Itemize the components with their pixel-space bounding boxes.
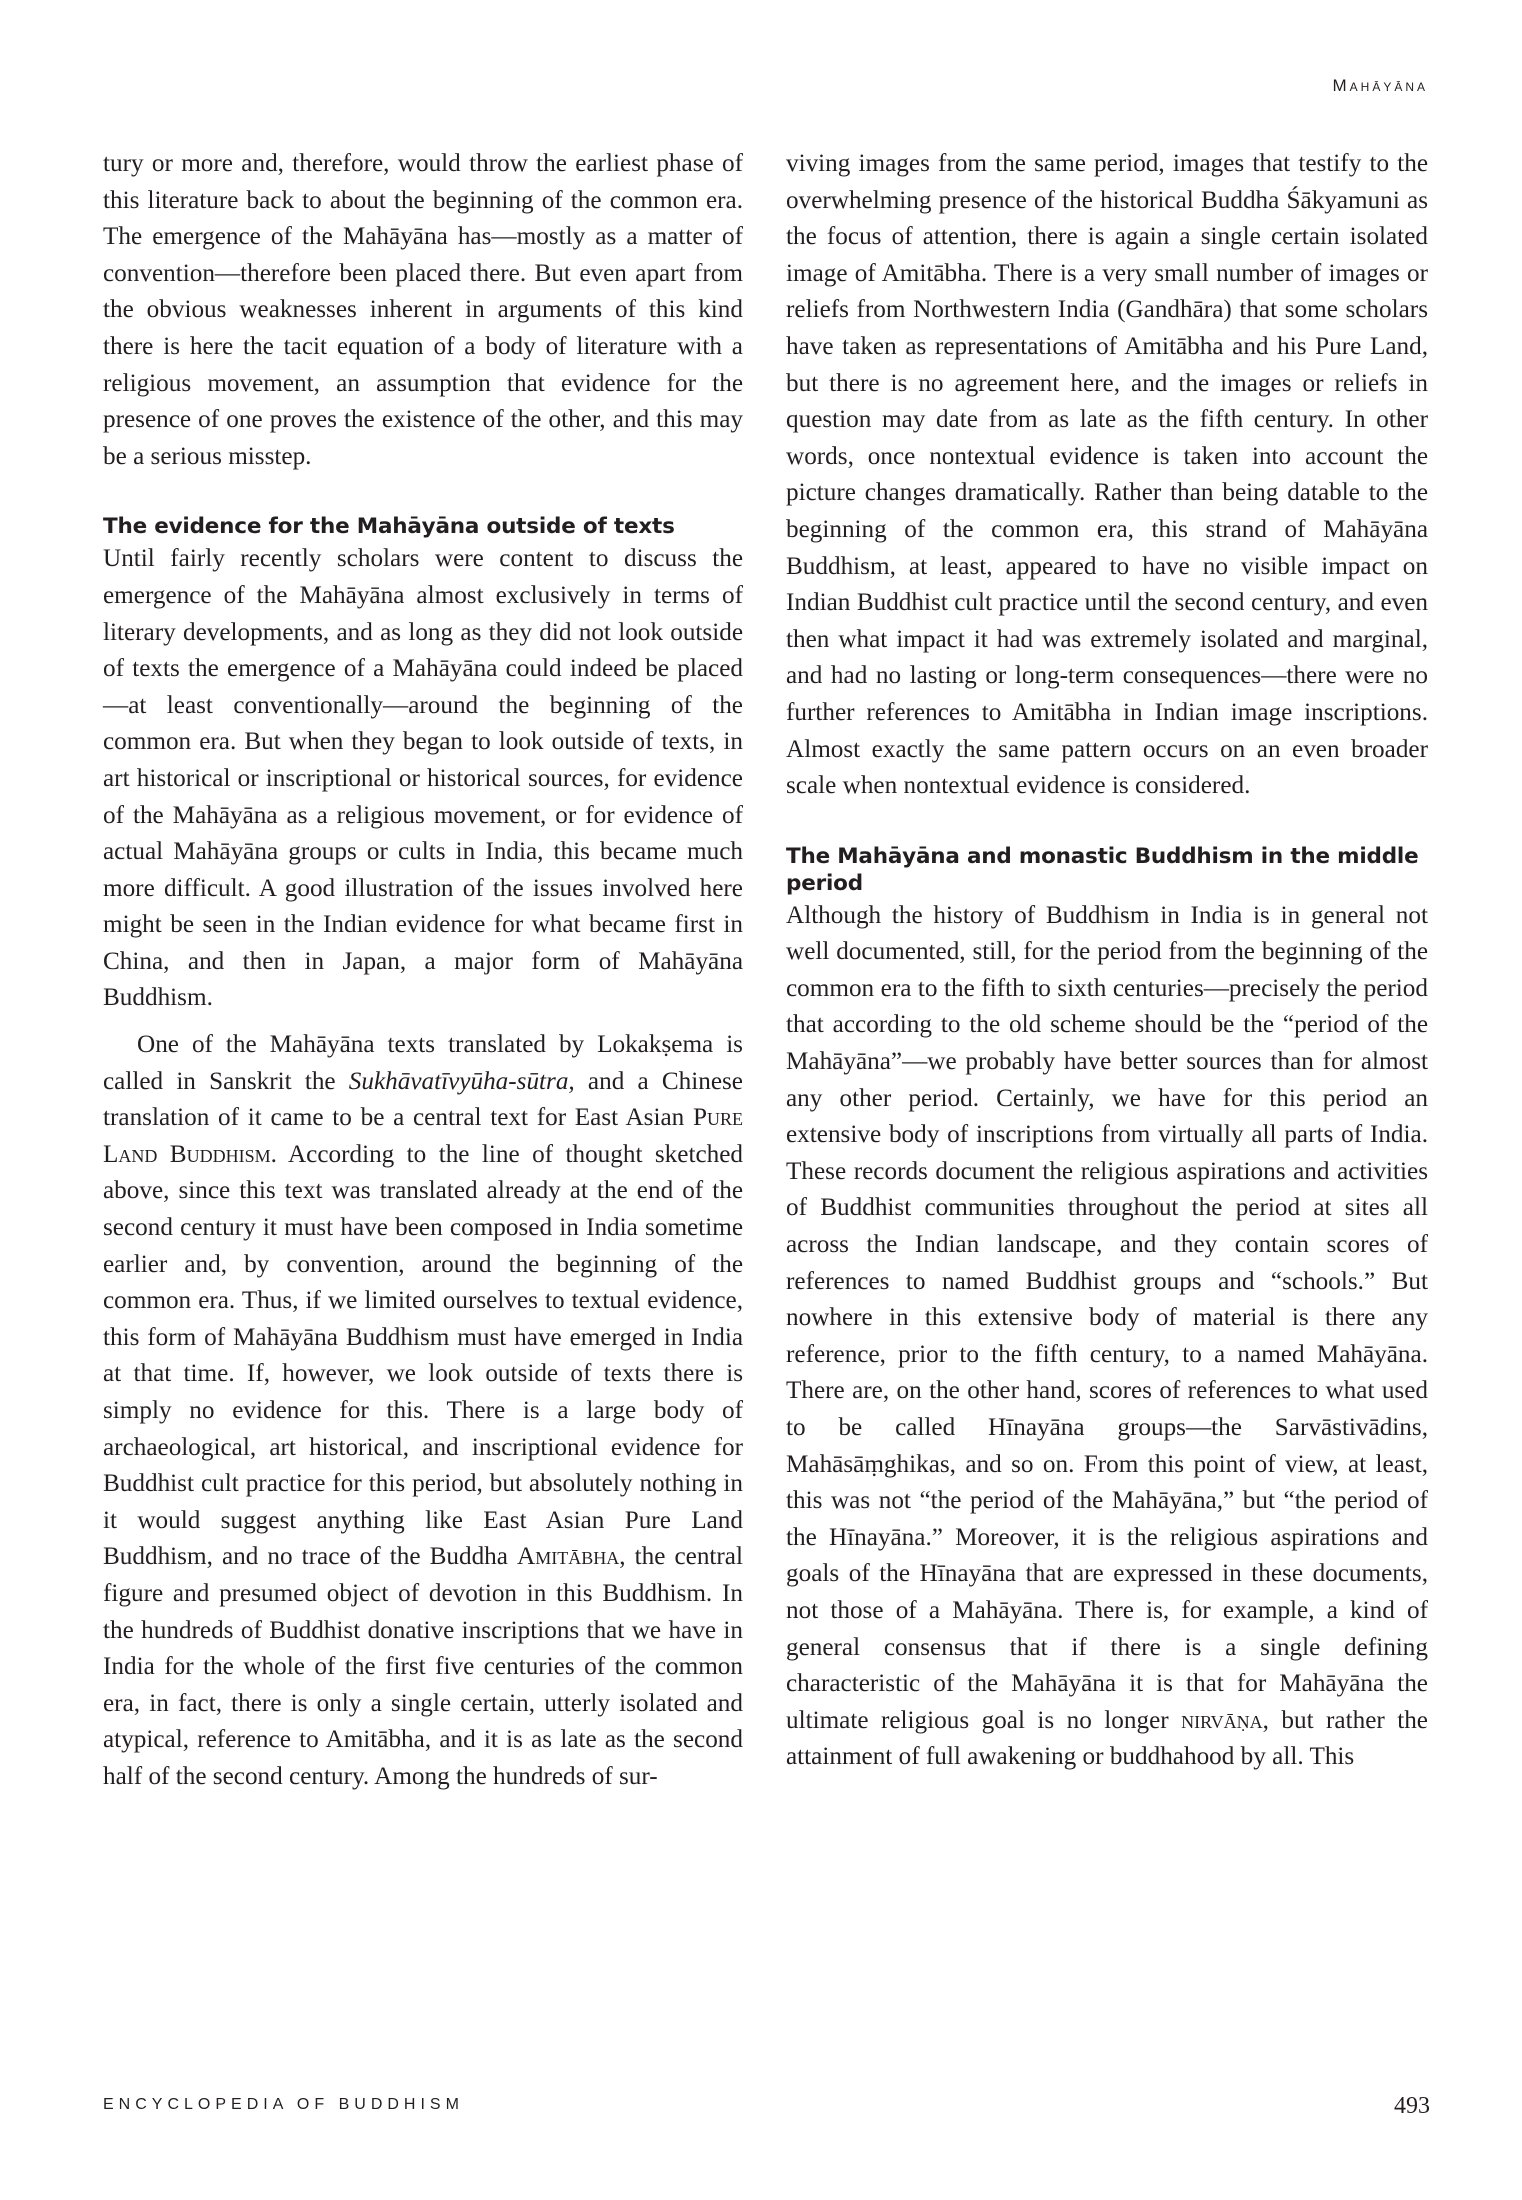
section-gap [103,475,743,513]
section-heading: The Mahāyāna and monastic Buddhism in the middle period [786,843,1419,896]
paragraph: tury or more and, therefore, would throw the earliest phase of this literature back to about the beginning of the common era. The emergence of the Mahāyāna has—mostly as a matter of convention—therefore been placed there. But even apart from the obvious weaknesses inherent in arguments of this kind there is here the tacit equation of a body of literature with a religious movement, an assumption that evidence for the presence of one proves the existence of the other, and this may be a serious misstep. [103,150,743,470]
running-head: Mahāyāna [1332,76,1428,95]
text-run: and a Chinese translation of it came to be a central text for East Asian [103,1067,743,1132]
text-run: Although the history of Buddhism in India is in general not well documented, still, for the period from the beginning of the common era to the fifth to sixth centuries—precisely the period that according to the old scheme should be the “period of the Mahāyāna”—we probably have better sources than for almost any other period. Certainly, we have for this period an extensive body of inscriptions from virtually all parts of India. These records document the religious aspirations and activities of Buddhist communities throughout the period at sites all across the Indian landscape, and they contain scores of references to named Buddhist groups and “schools.” But nowhere in this extensive body of material is there any reference, prior to the fifth century, to a named Mahāyāna. There are, on the other hand, scores of references to what used to be called Hīnayāna groups—the Sarvāstivādins, Mahāsāṃghikas, and so on. From this point of view, at least, this was not “the period of the Mahāyāna,” but “the period of the Hīnayāna.” Moreover, it is the religious aspirations and goals of the Hīnayāna that are expressed in these documents, not those of a Mahāyāna. There is, for example, a kind of general consensus that if there is a single defining characteristic of the Mahāyāna it is that for Mahāyāna the ultimate religious goal is no longer [786,901,1428,1734]
text-run: One of the Mahāyāna texts translated by Lokakṣema is called in Sanskrit the [103,1031,743,1095]
section-heading: The evidence for the Mahāyāna outside of texts [103,514,675,540]
paragraph [103,1027,743,1795]
page-number: 493 [1394,2093,1430,2119]
right-column [786,146,1428,1776]
paragraph: Until fairly recently scholars were content to discuss the emergence of the Mahāyāna almost exclusively in terms of literary developments, and as long as they did not look outside of texts the emergence of a Mahāyāna could indeed be placed—at least conventionally—around the beginning of the common era. But when they began to look outside of texts, in art historical or inscriptional or historical sources, for evidence of the Mahāyāna as a religious movement, or for evidence of actual Mahāyāna groups or cults in India, this became much more difficult. A good illustration of the issues involved here might be seen in the Indian evidence for what became first in China, and then in Japan, a major form of Mahāyāna Buddhism. [103,545,743,1012]
cross-reference-link[interactable]: nirvāṇa [1181,1706,1263,1734]
cross-reference-link[interactable]: Amitābha [517,1543,620,1571]
paragraph [786,898,1428,1776]
text-run: . According to the line of thought sketched above, since this text was translated already at the end of the second century it must have been composed in India sometime earlier and, by convention, around the beginning of the common era. Thus, if we limited ourselves to textual evidence, this form of Mahāyāna Buddhism must have emerged in India at that time. If, however, we look outside of texts there is simply no evidence for this. There is a large body of archaeological, art historical, and inscriptional evidence for Buddhist cult practice for this period, but absolutely nothing in it would suggest anything like East Asian Pure Land Buddhism, and no trace of the Buddha [103,1140,743,1571]
text-title-italic: Sukhāvatīvyūha-sūtra, [348,1067,575,1095]
left-column [103,146,743,1796]
text-run: , the central figure and presumed object of devotion in this Buddhism. In the hundreds of Buddhist donative inscriptions that we have in India for the whole of the first five centuries of the common era, in fact, there is only a single certain, utterly isolated and atypical, reference to Amitābha, and it is as late as the second half of the second century. Among the hundreds of sur- [103,1543,743,1790]
paragraph: viving images from the same period, images that testify to the overwhelming presence of the historical Buddha Śākyamuni as the focus of attention, there is again a single certain isolated image of Amitābha. There is a very small number of images or reliefs from Northwestern India (Gandhāra) that some scholars have taken as representations of Amitābha and his Pure Land, but there is no agreement here, and the images or reliefs in question may date from as late as the fifth century. In other words, once nontextual evidence is taken into account the picture changes dramatically. Rather than being datable to the beginning of the common era, this strand of Mahāyāna Buddhism, at least, appeared to have no visible impact on Indian Buddhist cult practice until the second century, and even then what impact it had was extremely isolated and marginal, and had no lasting or long-term consequences—there were no further references to Amitābha in Indian image inscriptions. Almost exactly the same pattern occurs on an even broader scale when nontextual evidence is considered. [786,150,1428,800]
cross-reference-link[interactable]: Pure Land Buddhism [103,1104,743,1168]
footer-book-title: ENCYCLOPEDIA OF BUDDHISM [103,2096,464,2113]
text-run: , but rather the attainment of full awakening or buddhahood by all. This [786,1706,1428,1771]
section-gap [786,805,1428,843]
